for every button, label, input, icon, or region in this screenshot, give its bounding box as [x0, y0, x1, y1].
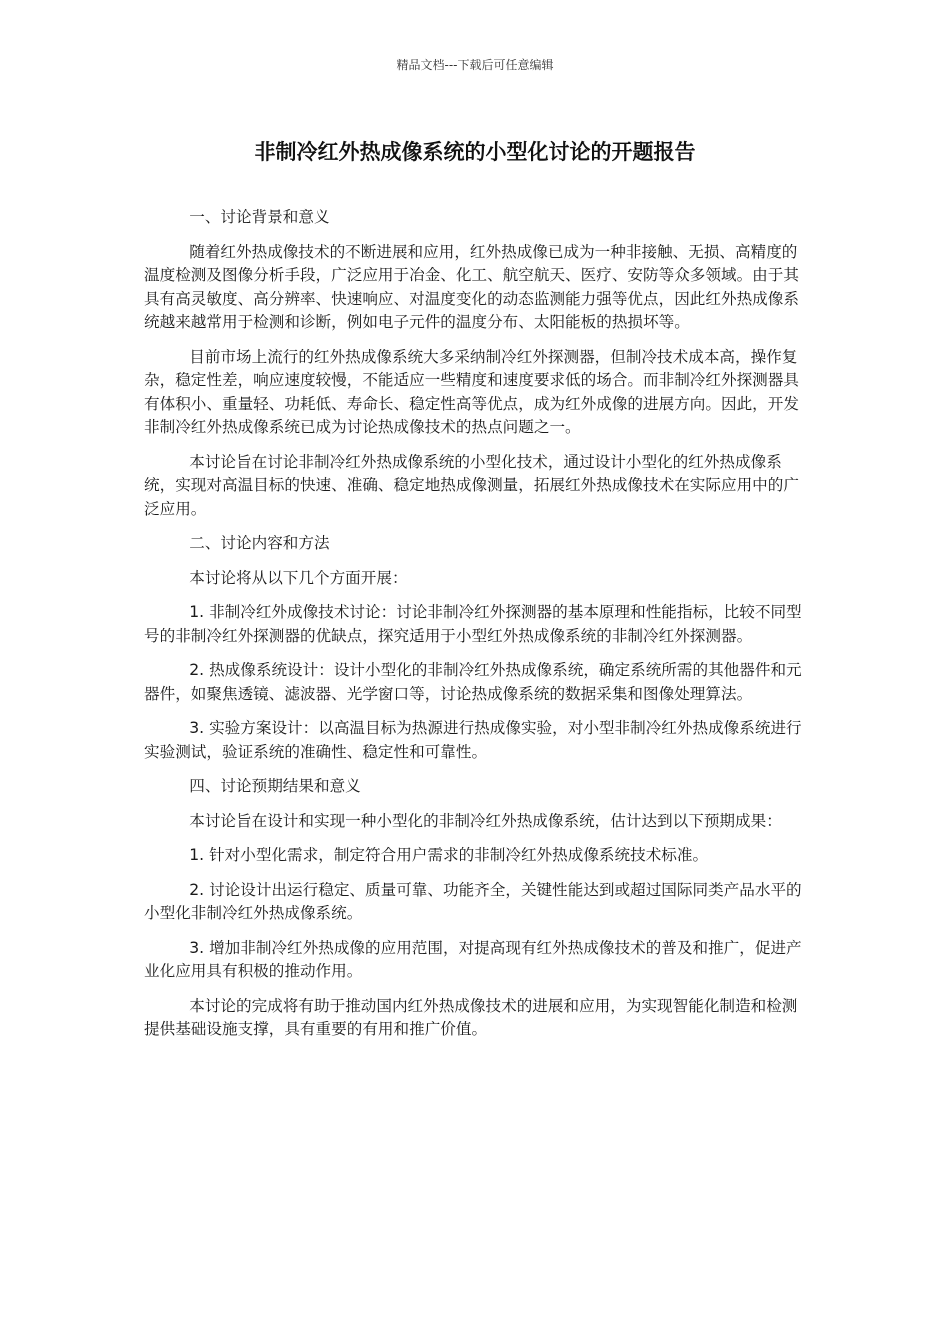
document-body	[144, 206, 807, 1053]
section-heading-content-methods: 二、讨论内容和方法	[189, 534, 330, 552]
paragraph: 本讨论旨在设计和实现一种小型化的非制冷红外热成像系统，估计达到以下预期成果：	[189, 811, 782, 830]
paragraph: 本讨论旨在讨论非制冷红外热成像系统的小型化技术，通过设计小型化的红外热成像系统，实现对高温目标的快速、准确、稳定地热成像测量，拓展红外热成像技术在实际应用中的广泛应用。	[144, 452, 799, 518]
paragraph: 随着红外热成像技术的不断进展和应用，红外热成像已成为一种非接触、无损、高精度的温度检测及图像分析手段，广泛应用于冶金、化工、航空航天、医疗、安防等众多领域。由于其具有高灵敏度、高分辨率、快速响应、对温度变化的动态监测能力强等优点，因此红外热成像系统越来越常用于检测和诊断，例如电子元件的温度分布、太阳能板的热损坏等。	[144, 242, 799, 331]
list-item: 2. 热成像系统设计：设计小型化的非制冷红外热成像系统，确定系统所需的其他器件和元器件，如聚焦透镜、滤波器、光学窗口等，讨论热成像系统的数据采集和图像处理算法。	[144, 661, 802, 703]
section-heading-expected-results: 四、讨论预期结果和意义	[189, 777, 361, 795]
list-item: 1. 针对小型化需求，制定符合用户需求的非制冷红外热成像系统技术标准。	[189, 846, 709, 864]
paragraph: 本讨论的完成将有助于推动国内红外热成像技术的进展和应用，为实现智能化制造和检测提供基础设施支撑，具有重要的有用和推广价值。	[144, 996, 798, 1038]
section-heading-background: 一、讨论背景和意义	[189, 208, 330, 226]
paragraph: 本讨论将从以下几个方面开展：	[189, 568, 408, 587]
page-header-watermark: 精品文档---下载后可任意编辑	[396, 58, 554, 72]
paragraph: 目前市场上流行的红外热成像系统大多采纳制冷红外探测器，但制冷技术成本高，操作复杂，稳定性差，响应速度较慢，不能适应一些精度和速度要求低的场合。而非制冷红外探测器具有体积小、重量轻、功耗低、寿命长、稳定性高等优点，成为红外成像的进展方向。因此，开发非制冷红外热成像系统已成为讨论热成像技术的热点问题之一。	[144, 347, 799, 436]
list-item: 3. 增加非制冷红外热成像的应用范围，对提高现有红外热成像技术的普及和推广，促进产业化应用具有积极的推动作用。	[144, 938, 802, 980]
list-item: 2. 讨论设计出运行稳定、质量可靠、功能齐全，关键性能达到或超过国际同类产品水平的小型化非制冷红外热成像系统。	[144, 880, 802, 922]
list-item: 1. 非制冷红外成像技术讨论：讨论非制冷红外探测器的基本原理和性能指标，比较不同型号的非制冷红外探测器的优缺点，探究适用于小型红外热成像系统的非制冷红外探测器。	[144, 603, 802, 645]
list-item: 3. 实验方案设计：以高温目标为热源进行热成像实验，对小型非制冷红外热成像系统进行实验测试，验证系统的准确性、稳定性和可靠性。	[144, 719, 802, 761]
document-title: 非制冷红外热成像系统的小型化讨论的开题报告	[254, 140, 696, 164]
